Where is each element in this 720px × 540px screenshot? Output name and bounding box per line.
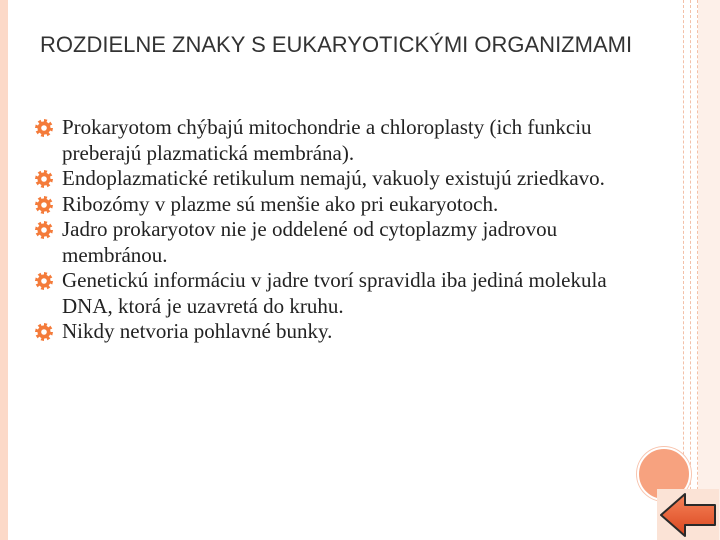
right-decor-strip: [698, 0, 720, 540]
list-item: [34, 268, 634, 319]
bullet-list: [34, 115, 634, 345]
gear-icon: [34, 169, 54, 189]
gear-icon: [34, 220, 54, 240]
gear-icon: [34, 322, 54, 342]
list-item-text: Ribozómy v plazme sú menšie ako pri eukaryotoch.: [62, 191, 499, 216]
list-item: [34, 115, 634, 166]
list-item: [34, 319, 634, 345]
list-item-text: Endoplazmatické retikulum nemajú, vakuoly existujú zriedkavo.: [62, 166, 605, 190]
right-decor-line: [690, 0, 691, 540]
list-item: [34, 217, 634, 268]
left-decor-strip: [0, 0, 8, 540]
list-item: [34, 166, 634, 192]
gear-icon: [34, 271, 54, 291]
back-arrow-icon[interactable]: [657, 489, 719, 540]
gear-icon: [34, 195, 54, 215]
slide-title: ROZDIELNE ZNAKY S EUKARYOTICKÝMI ORGANIZMAMI: [40, 32, 633, 57]
list-item-text: Genetickú informáciu v jadre tvorí spravidla iba jediná molekula DNA, ktorá je uzavretá do kruhu.: [62, 268, 607, 318]
gear-icon: [34, 118, 54, 138]
list-item-text: Jadro prokaryotov nie je oddelené od cytoplazmy jadrovou membránou.: [62, 217, 558, 267]
list-item: [34, 192, 634, 218]
list-item-text: Nikdy netvoria pohlavné bunky.: [62, 319, 333, 343]
list-item-text: Prokaryotom chýbajú mitochondrie a chloroplasty (ich funkciu preberajú plazmatická membrána).: [62, 115, 592, 165]
